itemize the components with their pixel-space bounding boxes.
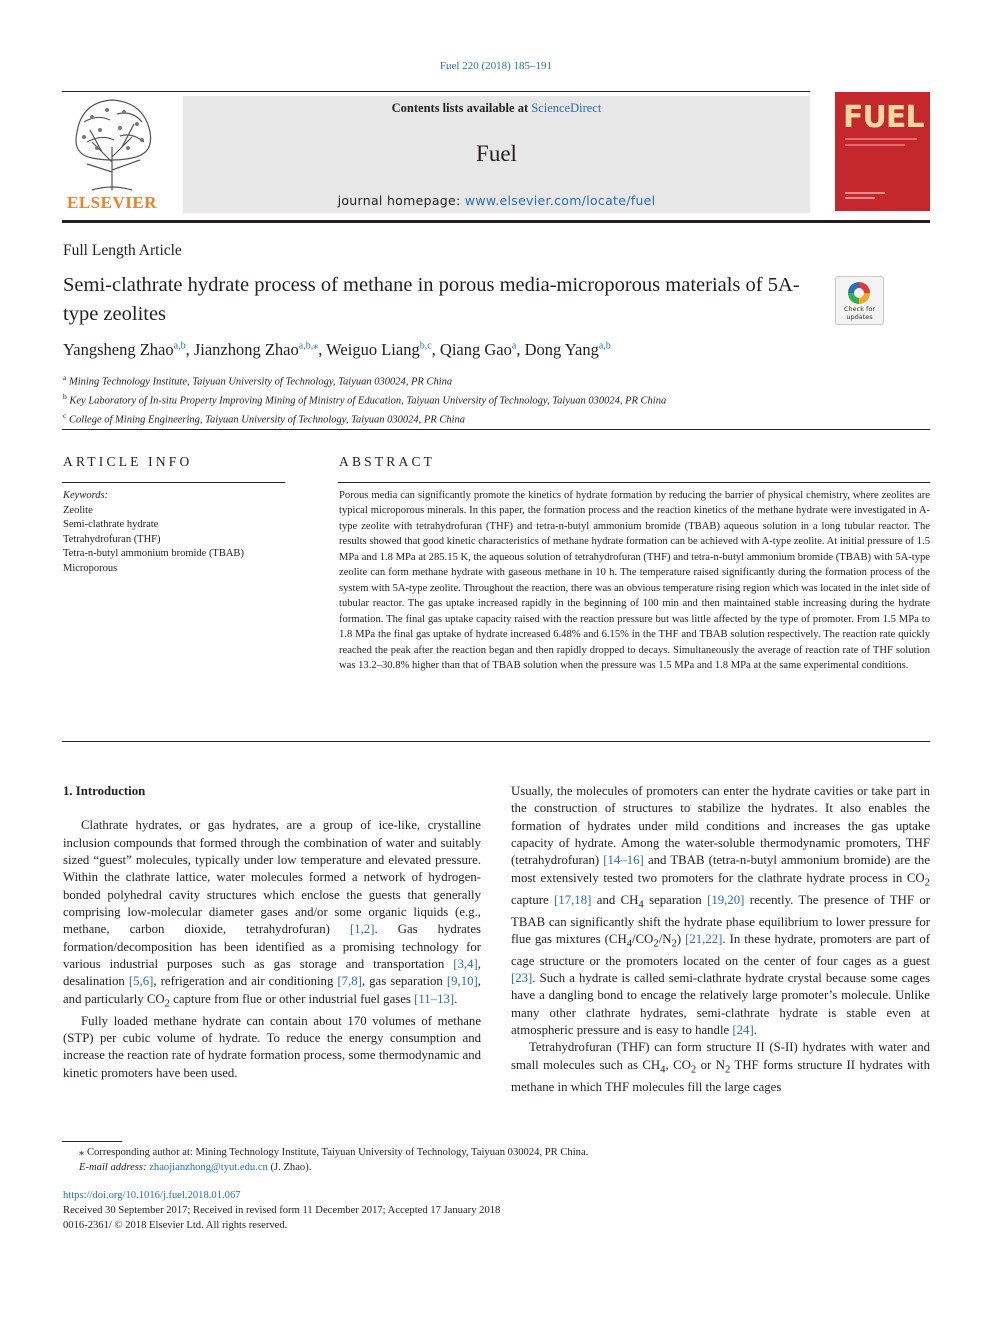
citation-link[interactable]: [11–13] [414,991,455,1006]
abstract-text: Porous media can significantly promote the kinetics of hydrate formation by reducing the barrier of physical chemistry, where zeolites are typical microporous minerals. In this paper, the formation process and the reaction kinetics of the methane hydrate were investigated in A-type zeolite with tetrahydrofuran (THF) and tetra-n-butyl ammonium bromide (TBAB) aqueous solution in a long tubular reactor. The results showed that good kinetic characteristics of methane hydrate formation can be achieved with A-type zeolite. At initial pressure of 1.5 MPa and 1.8 MPa at 285.15 K, the aqueous solution of tetrahydrofuran (THF) and tetra-n-butyl ammonium bromide (TBAB) with 5A-type zeolite can form methane hydrate with gaseous methane in 10 h. The temperature raised significantly during the formation process of the system with 5A-type zeolite. Throughout the reaction, there was an obvious temperature rising region which was located in the inlet side of tubular reactor. The gas uptake increased rapidly in the beginning of 100 min and then maintained stable increasing during the hydrate formation. The final gas uptake capacity raised with the reaction pressure but was little affected by the type of promoter. From 1.5 MPa to 1.8 MPa the final gas uptake of hydrate increased 6.48% and 6.15% in the THF and TBAB solution respectively. The reaction rate quickly reached the peak after the reaction began and then rapidly dropped to decays. Simultaneously the average of reaction rate of THF solution was 13.2–30.8% higher than that of TBAB solution when the pressure was 1.5 MPa and 1.8 MPa at the same experimental conditions. [339,490,930,671]
cover-line [845,197,875,199]
author[interactable]: Jianzhong Zhao$^{a,b,⁎}$ [193,340,319,359]
journal-homepage: journal homepage: www.elsevier.com/locate/fuel [337,193,656,208]
email-link[interactable]: zhaojianzhong@tyut.edu.cn [149,1162,268,1173]
citation-link[interactable]: [7,8] [337,974,362,989]
citation-link[interactable]: [5,6] [128,974,154,989]
cover-line [845,144,905,146]
keyword: Microporous [63,562,118,574]
citation-link[interactable]: [14–16] [603,853,644,868]
body-column-right [511,783,930,1096]
paragraph: Usually, the molecules of promoters can enter the hydrate cavities or take part in the construction of structures to stabilize the hydrates. It also enables the formation of hydrates under mild conditions and increases the gas uptake capacity of hydrate. Among the water-soluble thermodynamic promoters, THF (tetrahydrofuran) [14–16] and TBAB (tetra-n-butyl ammonium bromide) are the most extensively tested two promoters for the clathrate hydrate process in $CO_2$ capture [17,18] and $CH_4$ separation [19,20] recently. The presence of THF or TBAB can significantly shift the hydrate phase equilibrium to lower pressure for flue gas mixtures $(CH_4/CO_2/N_2)$ [21,22]. In these hydrate, promoters are part of cage structure or the promoters located on the center of four cages as a guest [23]. Such a hydrate is called semi-clathrate hydrate crystal because some cages have a dangling bond to encage the relatively large promoter’s molecule. Unlike many other clathrate hydrates, semi-clathrate hydrate is stable even at atmospheric pressure and is easy to handle [24]. [511,784,930,1038]
keyword: Semi-clathrate hydrate [63,519,159,531]
cover-line [845,138,917,140]
author[interactable]: Dong Yang$^{a,b}$ [524,340,611,359]
received-dates: Received 30 September 2017; Received in revised form 11 December 2017; Accepted 17 January 2018 [63,1205,501,1216]
header-rule [62,91,810,92]
copyright: 0016-2361/ © 2018 Elsevier Ltd. All rights reserved. [63,1220,288,1231]
email-line: E-mail address: zhaojianzhong@tyut.edu.cn (J. Zhao). [79,1162,312,1173]
citation-link[interactable]: [21,22] [685,931,723,946]
check-updates-label: Check for updates [844,305,875,321]
keyword: Tetrahydrofuran (THF) [63,533,161,545]
doi-link[interactable]: https://doi.org/10.1016/j.fuel.2018.01.067 [63,1190,241,1201]
affiliation: $^a$ Mining Technology Institute, Taiyuan University of Technology, Taiyuan 030024, PR China [63,373,453,388]
publication-info [63,1188,500,1233]
author[interactable]: Weiguo Liang$^{b,c}$ [326,340,432,359]
citation-link[interactable]: [17,18] [554,892,592,907]
divider [338,482,930,483]
divider [62,482,285,483]
keyword: Zeolite [63,504,93,516]
corresponding-author-footnote [63,1145,923,1175]
article-info-heading: ARTICLE INFO [63,454,193,469]
paragraph: Fully loaded methane hydrate can contain about 170 volumes of methane (STP) per cubic volume of hydrate. To reduce the energy consumption and increase the reaction rate of hydrate formation process, some thermodynamic and kinetic promoters have been used. [63,1013,481,1080]
paragraph: Tetrahydrofuran (THF) can form structure II (S-II) hydrates with water and small molecules such as $CH_4$, $CO_2$ or $N_2$ THF forms structure II hydrates with methane in which THF molecules fill the large cages [511,1040,931,1094]
author[interactable]: Yangsheng Zhao$^{a,b}$ [63,340,186,359]
citation-link[interactable]: [24] [732,1023,754,1038]
affiliation: $^c$ College of Mining Engineering, Taiyuan University of Technology, Taiyuan 030024, PR China [63,411,466,426]
body-column-left [63,783,481,1082]
sciencedirect-link[interactable]: ScienceDirect [531,101,602,115]
journal-reference[interactable]: Fuel 220 (2018) 185–191 [439,60,553,72]
citation-link[interactable]: [9,10] [446,974,478,989]
article-type: Full Length Article [63,242,182,259]
footnote-rule [62,1141,122,1142]
check-for-updates-badge[interactable] [835,276,884,325]
citation-link[interactable]: [1,2] [349,922,375,937]
affiliations [63,371,666,428]
author-list: Yangsheng Zhao$^{a,b}$, Jianzhong Zhao$^{a,b,⁎}$, Weiguo Liang$^{b,c}$, Qiang Gao$^a$, Dong Yang$^{a,b}$ [63,340,611,359]
check-updates-icon [848,282,870,304]
corresponding-note: ⁎ Corresponding author at: Mining Technology Institute, Taiyuan University of Technology, Taiyuan 030024, PR China. [79,1147,589,1158]
article-title: Semi-clathrate hydrate process of methane in porous media-microporous materials of 5A-type zeolites [63,274,800,325]
cover-line [845,192,885,194]
citation-link[interactable]: [3,4] [453,957,478,972]
elsevier-wordmark: ELSEVIER [67,193,157,212]
citation-link[interactable]: [19,20] [707,892,745,907]
homepage-link[interactable]: www.elsevier.com/locate/fuel [464,193,656,208]
header-bottom-rule [62,220,930,223]
contents-line: Contents lists available at ScienceDirect [391,101,602,115]
divider [62,741,930,742]
journal-cover-thumbnail[interactable] [835,92,930,211]
section-heading: 1. Introduction [63,784,146,798]
divider [62,429,930,430]
keywords-list [63,489,244,577]
keyword: Tetra-n-butyl ammonium bromide (TBAB) [63,548,244,560]
journal-name: Fuel [476,141,517,166]
affiliation: $^b$ Key Laboratory of In-situ Property Improving Mining of Ministry of Education, Taiyuan University of Technology, Taiyuan 030024, PR China [63,392,667,407]
keywords-label: Keywords: [63,490,109,501]
citation-link[interactable]: [23] [511,971,533,986]
author[interactable]: Qiang Gao$^a$ [439,340,517,359]
cover-title: FUEL [843,100,924,135]
abstract-heading: ABSTRACT [339,454,436,469]
paragraph: Clathrate hydrates, or gas hydrates, are a group of ice-like, crystalline inclusion compounds that formed through the combination of water and suitably sized “guest” molecules, typically under low temperature and elevated pressure. Within the clathrate lattice, water molecules formed a network of hydrogen-bonded polyhedral cavity structures which enclose the guests that generally comprising low-molecular diameter gases and/or some organic liquids (e.g., methane, carbon dioxide, tetrahydrofuran) [1,2]. Gas hydrates formation/decomposition has been identified as a promising technology for various industrial purposes such as gas storage and transportation [3,4], desalination [5,6], refrigeration and air conditioning [7,8], gas separation [9,10], and particularly $CO_2$ capture from flue or other industrial fuel gases [11–13]. [63,818,481,1010]
